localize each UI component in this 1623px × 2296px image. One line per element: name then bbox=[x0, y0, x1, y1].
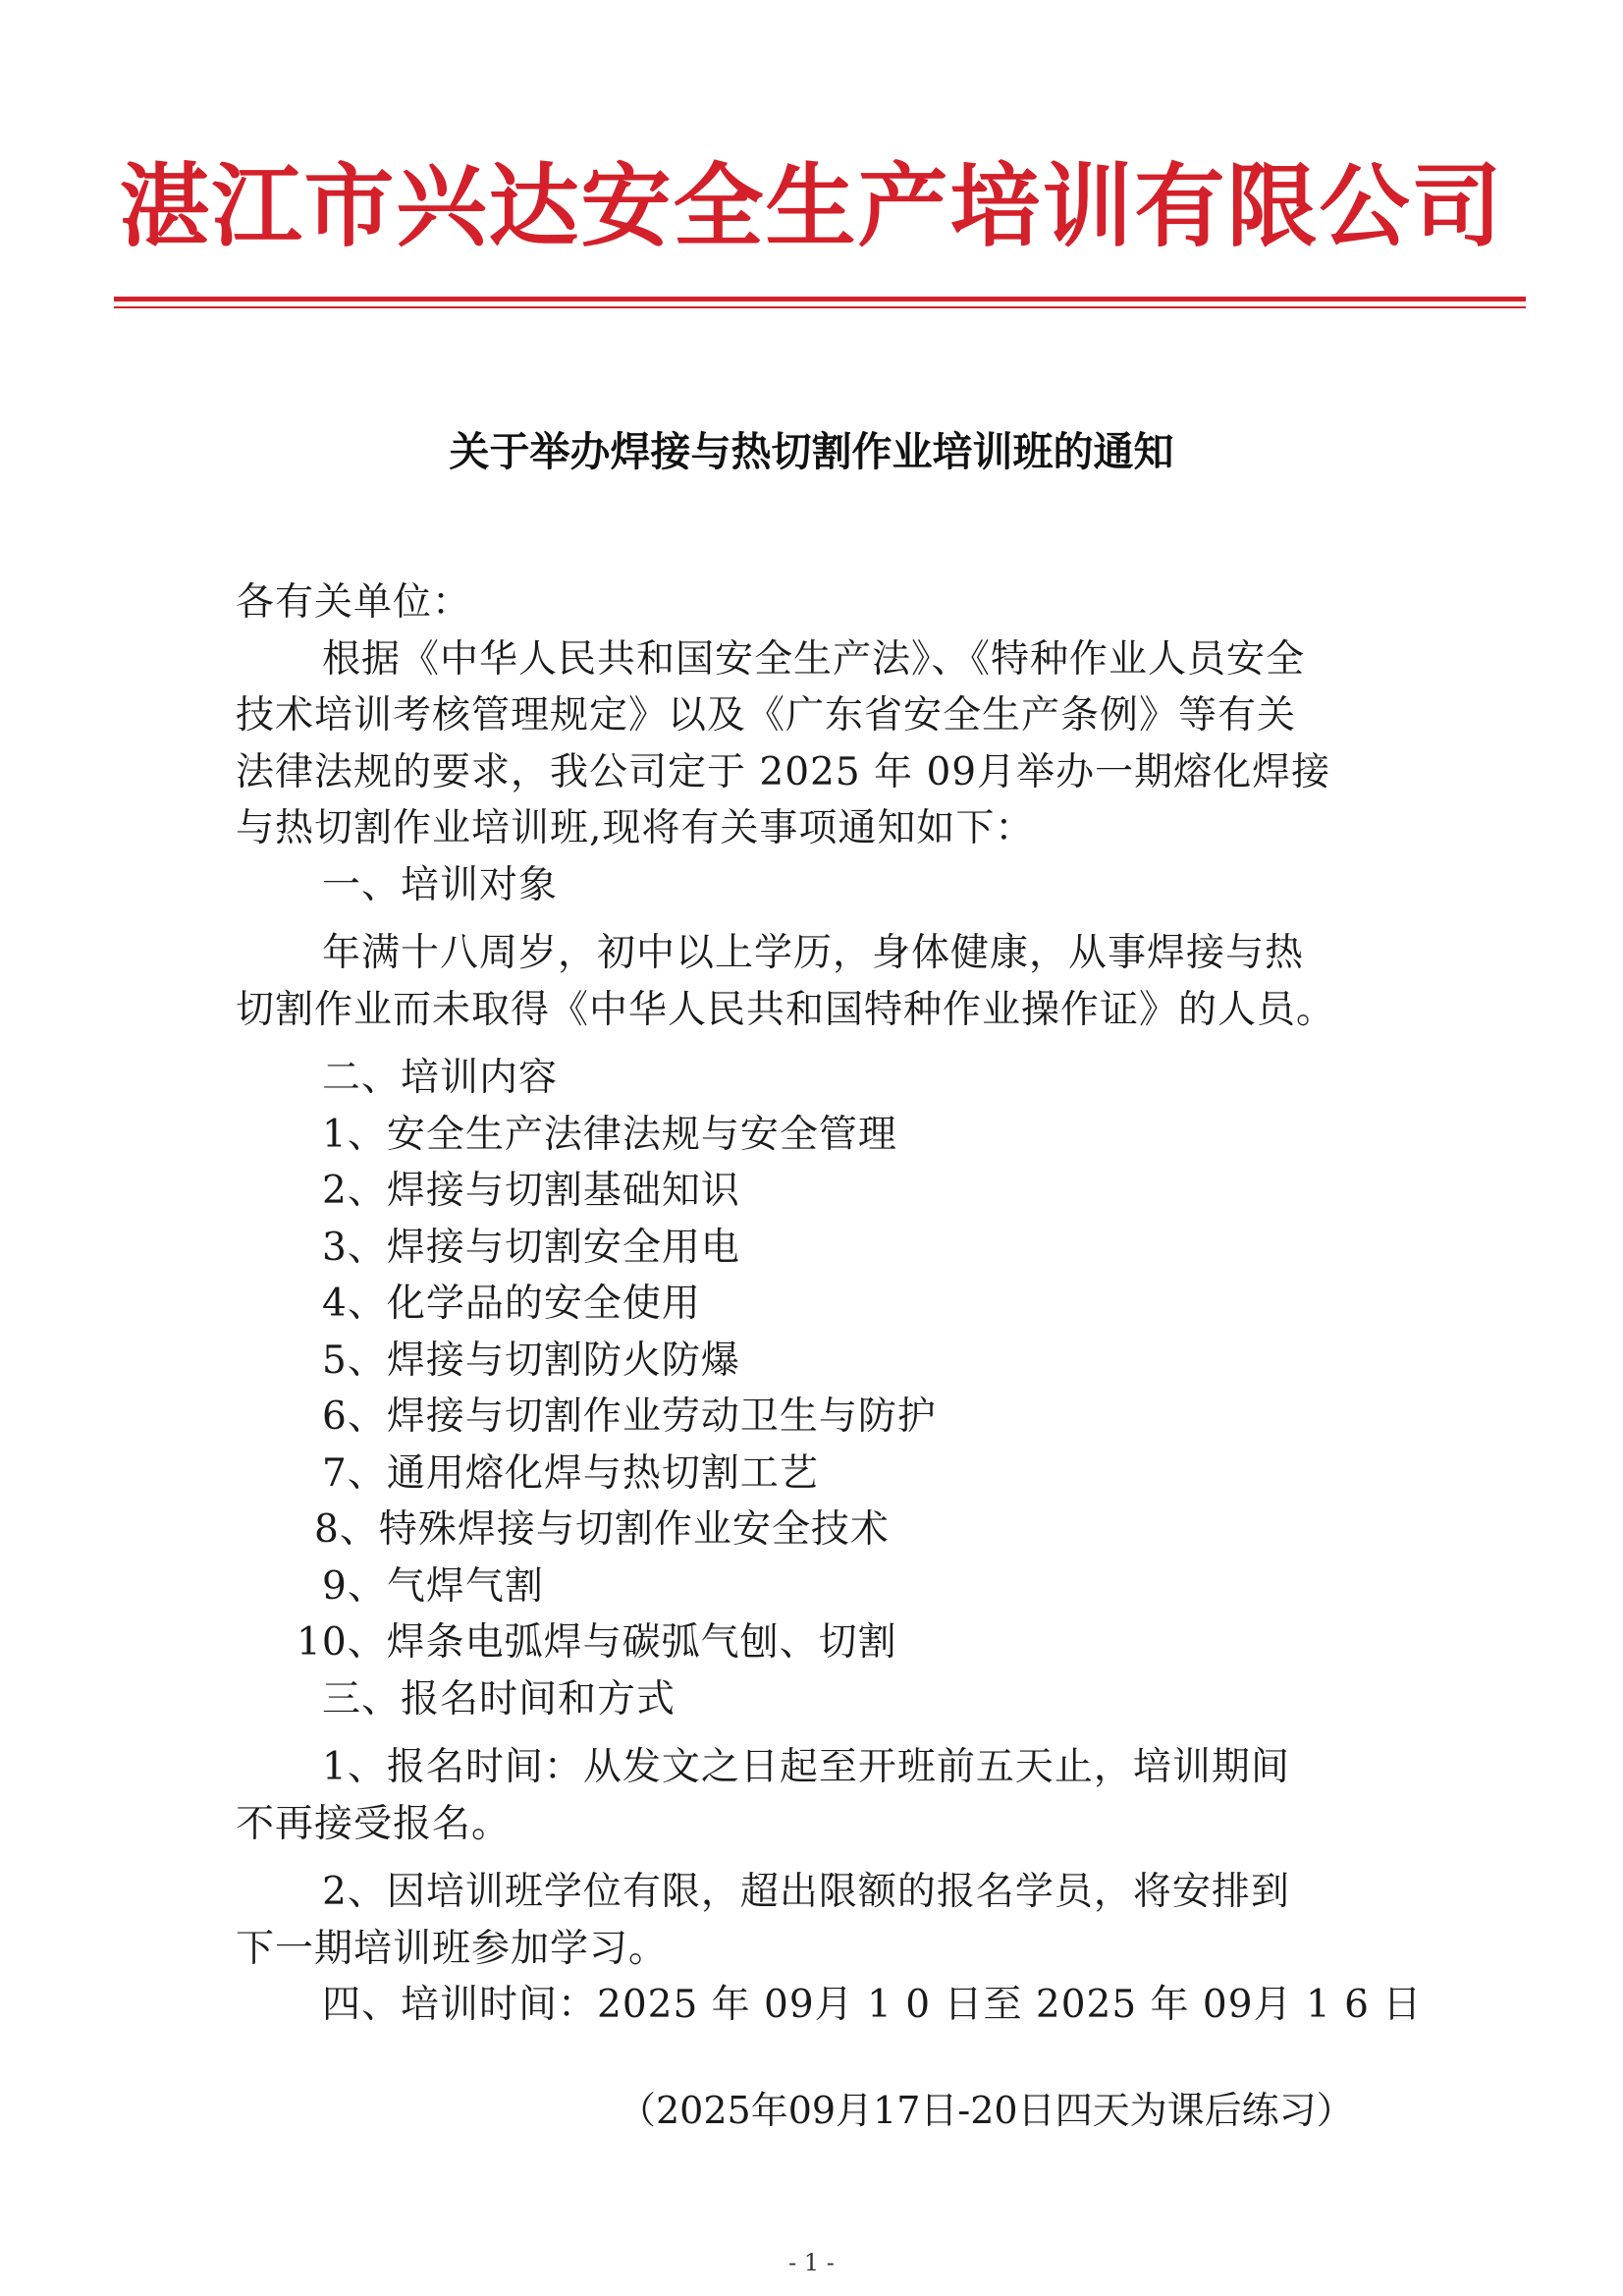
content-item: 9、气焊气割 bbox=[322, 1563, 544, 1609]
company-letterhead: 湛江市兴达安全生产培训有限公司 bbox=[119, 154, 1504, 259]
intro-line: 法律法规的要求，我公司定于 2025 年 09月举办一期熔化焊接 bbox=[236, 749, 1331, 794]
intro-line: 与热切割作业培训班,现将有关事项通知如下： bbox=[236, 806, 1035, 850]
content-item: 6、焊接与切割作业劳动卫生与防护 bbox=[322, 1394, 937, 1439]
content-item: 1、安全生产法律法规与安全管理 bbox=[322, 1112, 897, 1157]
content-item: 2、焊接与切割基础知识 bbox=[322, 1169, 740, 1213]
registration-line: 1、报名时间：从发文之日起至开班前五天止，培训期间 bbox=[322, 1745, 1290, 1789]
registration-line: 不再接受报名。 bbox=[236, 1801, 512, 1846]
salutation: 各有关单位： bbox=[236, 580, 472, 625]
content-item: 7、通用熔化焊与热切割工艺 bbox=[322, 1450, 819, 1496]
content-item: 10、焊条电弧焊与碳弧气刨、切割 bbox=[297, 1620, 897, 1665]
practice-note: （2025年09月17日-20日四天为课后练习） bbox=[619, 2089, 1354, 2132]
page-number: - 1 - bbox=[788, 2249, 835, 2276]
training-time: 四、培训时间：2025 年 09月 1 0 日至 2025 年 09月 1 6 日 bbox=[322, 1983, 1423, 2027]
content-item: 8、特殊焊接与切割作业安全技术 bbox=[314, 1507, 890, 1552]
letterhead-rule-thick bbox=[114, 297, 1526, 301]
content-item: 4、化学品的安全使用 bbox=[322, 1282, 701, 1326]
document-body bbox=[236, 574, 1423, 2034]
intro-line: 根据《中华人民共和国安全生产法》、《特种作业人员安全 bbox=[322, 636, 1306, 682]
registration-line: 下一期培训班参加学习。 bbox=[236, 1926, 669, 1971]
target-line: 年满十八周岁，初中以上学历，身体健康，从事焊接与热 bbox=[322, 931, 1305, 975]
document-title: 关于举办焊接与热切割作业培训班的通知 bbox=[449, 428, 1174, 475]
section-heading-content: 二、培训内容 bbox=[322, 1056, 559, 1100]
letterhead-rule-thin bbox=[114, 306, 1526, 308]
section-heading-target: 一、培训对象 bbox=[322, 862, 559, 907]
content-item: 5、焊接与切割防火防爆 bbox=[322, 1338, 740, 1383]
section-heading-registration: 三、报名时间和方式 bbox=[322, 1676, 676, 1722]
target-line: 切割作业而未取得《中华人民共和国特种作业操作证》的人员。 bbox=[236, 987, 1336, 1032]
content-item: 3、焊接与切割安全用电 bbox=[322, 1225, 740, 1270]
registration-line: 2、因培训班学位有限，超出限额的报名学员，将安排到 bbox=[322, 1870, 1290, 1914]
intro-line: 技术培训考核管理规定》以及《广东省安全生产条例》等有关 bbox=[236, 693, 1297, 738]
